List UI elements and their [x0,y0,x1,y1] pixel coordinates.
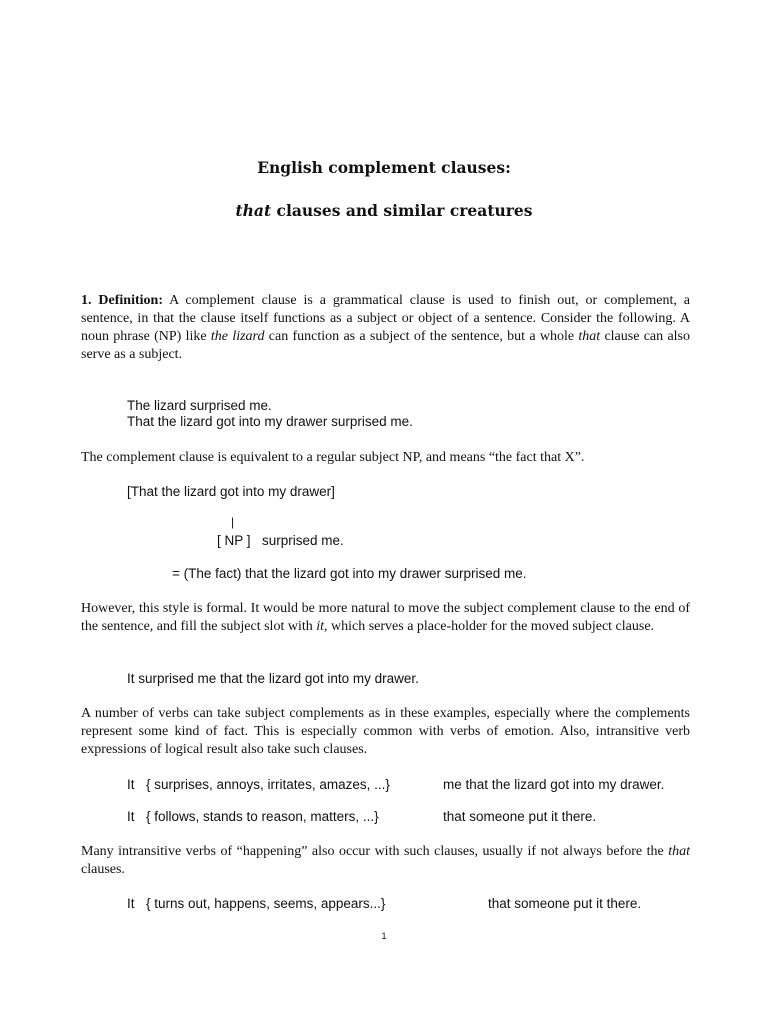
verb-row-2-list: { follows, stands to reason, matters, ...} [146,809,379,824]
definition-label: 1. Definition: [81,293,163,308]
verb-row-3-list: { turns out, happens, seems, appears...} [146,896,386,911]
verb-row-1-it: It [127,777,135,792]
verb-row-2-rest: that someone put it there. [443,809,597,824]
bracket-bar: | [231,515,235,529]
bracket-np-rest: surprised me. [262,533,344,548]
title-italic-that: that [235,201,272,220]
verb-row-3-rest: that someone put it there. [488,896,642,911]
example-line-2: That the lizard got into my drawer surprised me. [127,414,413,429]
para5-text-1: Many intransitive verbs of “happening” also occur with such clauses, usually if not always before the [81,844,669,859]
document-title-line1: English complement clauses: [257,158,511,177]
para5-italic: that [668,844,690,859]
page-number: 1 [381,931,387,941]
para5-text-2: clauses. [81,862,125,877]
para3-text-1: However, this style is formal. It would be more natural to move the subject complement clause to the end of the sentence, and fill the subject slot with [81,601,690,634]
paragraph-verbs: A number of verbs can take subject complements as in these examples, especially where the complements represent some kind of fact. This is especially common with verbs of emotion. Also, intransitive verb expressions of logical result also take such clauses. [81,706,690,757]
example-line-1: The lizard surprised me. [127,398,272,413]
verb-row-1-rest: me that the lizard got into my drawer. [443,777,665,792]
definition-italic-1: the lizard [210,329,265,344]
definition-text-2: can function as a subject of the sentence, but a whole [264,329,579,344]
definition-italic-2: that [578,329,601,344]
para3-text-2: , which serves a place-holder for the moved subject clause. [324,619,655,634]
title-rest: clauses and similar creatures [271,201,533,220]
definition-text-3: clause can also serve as a subject. [81,329,690,362]
example-extraposed: It surprised me that the lizard got into my drawer. [127,671,419,686]
definition-text-1: A complement clause is a grammatical clause is used to finish out, or complement, a sentence, in that the clause itself functions as a subject or object of a sentence. Consider the following. A noun phrase (NP) like [81,293,690,344]
paragraph-happening [81,843,690,879]
bracket-clause: [That the lizard got into my drawer] [127,484,335,499]
paragraph-equivalent: The complement clause is equivalent to a regular subject NP, and means “the fact that X”. [81,450,585,465]
verb-row-1-list: { surprises, annoys, irritates, amazes, ...} [146,777,390,792]
document-title-line2 [0,201,768,220]
verb-row-2-it: It [127,809,135,824]
para3-italic: it [316,619,324,634]
bracket-np: [ NP ] [217,533,251,548]
definition-paragraph [81,292,690,364]
bracket-equals: = (The fact) that the lizard got into my drawer surprised me. [172,566,527,581]
verb-row-3-it: It [127,896,135,911]
paragraph-formal [81,600,690,636]
